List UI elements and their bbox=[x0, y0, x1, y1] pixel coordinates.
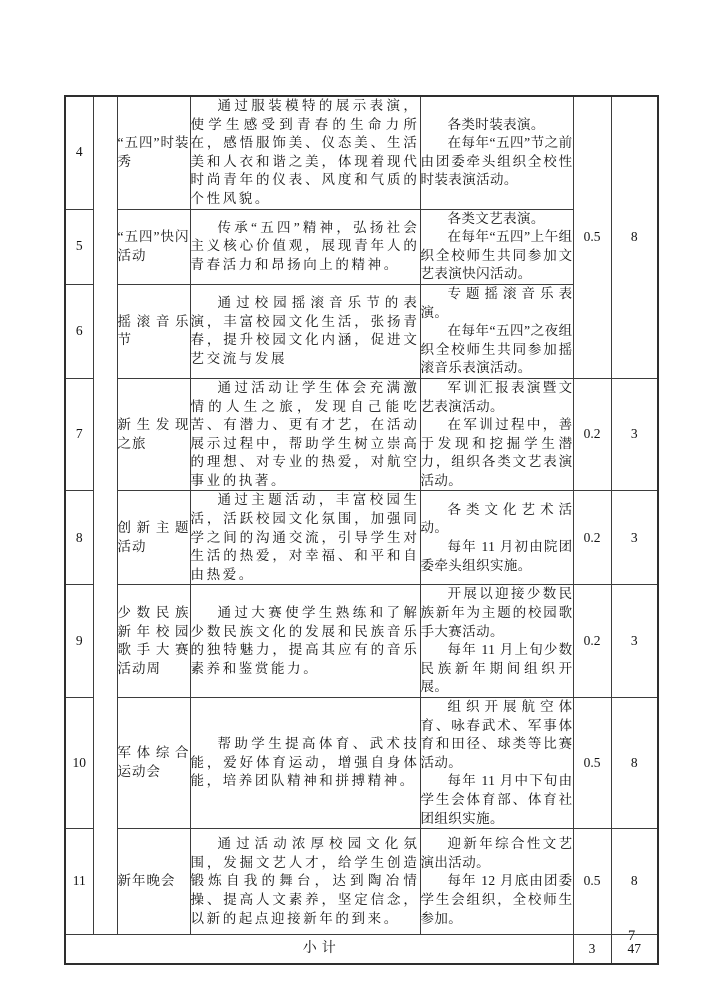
description-text: 通过大赛使学生熟练和了解少数民族文化的发展和民族音乐的独特魅力，提高其应有的音乐素养和鉴赏能力。 bbox=[190, 605, 420, 676]
table-row bbox=[65, 698, 658, 829]
note-paragraph: 各类文化艺术活动。 bbox=[420, 501, 573, 536]
description-cell bbox=[190, 209, 420, 284]
note-paragraph: 在每年“五四”上午组织全校师生共同参加文艺表演快闪活动。 bbox=[420, 229, 573, 282]
notes-cell bbox=[420, 491, 573, 585]
category-cell bbox=[93, 96, 117, 935]
activities-table bbox=[64, 95, 659, 965]
activity-name-cell: 军体综合运动会 bbox=[117, 698, 190, 829]
row-number-cell: 9 bbox=[65, 585, 93, 698]
notes-cell bbox=[420, 698, 573, 829]
activity-name-cell: 摇滚音乐节 bbox=[117, 284, 190, 378]
note-paragraph: 各类时装表演。 bbox=[447, 116, 545, 132]
activity-name-cell: 创新主题活动 bbox=[117, 491, 190, 585]
hours-cell: 8 bbox=[611, 96, 658, 378]
description-cell bbox=[190, 378, 420, 491]
page-number: 7 bbox=[628, 928, 636, 944]
score-cell: 0.2 bbox=[573, 585, 611, 698]
activity-name-cell: “五四”快闪活动 bbox=[117, 209, 190, 284]
hours-cell: 8 bbox=[611, 829, 658, 935]
note-paragraph: 每年 11 月上旬少数民族新年期间组织开展。 bbox=[420, 642, 573, 695]
description-text: 通过服装模特的展示表演，使学生感受到青春的生命力所在，感悟服饰美、仪态美、生活美和人衣和谐之美，体现着现代时尚青年的仪表、风度和气质的个性风貌。 bbox=[190, 98, 420, 206]
row-number-cell: 7 bbox=[65, 378, 93, 491]
note-paragraph: 专题摇滚音乐表演。 bbox=[420, 285, 573, 320]
description-text: 通过主题活动，丰富校园生活，活跃校园文化氛围，加强同学之间的沟通交流，引导学生对生活的热爱，对幸福、和平和自由热爱。 bbox=[190, 492, 420, 582]
notes-cell bbox=[420, 829, 573, 935]
row-number-cell: 5 bbox=[65, 209, 93, 284]
note-paragraph: 每年 11 月中下旬由学生会体育部、体育社团组织实施。 bbox=[420, 773, 573, 826]
notes-cell bbox=[420, 96, 573, 209]
description-text: 帮助学生提高体育、武术技能，爱好体育运动，增强自身体能，培养团队精神和拼搏精神。 bbox=[190, 736, 420, 789]
table-row bbox=[65, 209, 658, 284]
activity-name-cell: 少数民族新年校园歌手大赛活动周 bbox=[117, 585, 190, 698]
note-paragraph: 每年 12 月底由团委学生会组织，全校师生参加。 bbox=[420, 873, 573, 926]
activity-name-cell: 新生发现之旅 bbox=[117, 378, 190, 491]
description-cell bbox=[190, 96, 420, 209]
note-paragraph: 迎新年综合性文艺演出活动。 bbox=[420, 836, 573, 870]
notes-cell bbox=[420, 585, 573, 698]
subtotal-score-cell: 3 bbox=[573, 935, 611, 964]
score-cell: 0.2 bbox=[573, 491, 611, 585]
row-number-cell: 11 bbox=[65, 829, 93, 935]
table-row bbox=[65, 378, 658, 491]
score-cell: 0.2 bbox=[573, 378, 611, 491]
notes-cell bbox=[420, 378, 573, 491]
subtotal-row bbox=[65, 935, 658, 964]
note-paragraph: 在每年“五四”之夜组织全校师生共同参加摇滚音乐表演活动。 bbox=[420, 323, 573, 376]
description-cell bbox=[190, 829, 420, 935]
table-row bbox=[65, 585, 658, 698]
row-number-cell: 6 bbox=[65, 284, 93, 378]
description-text: 通过活动浓厚校园文化氛围，发掘文艺人才，给学生创造锻炼自我的舞台，达到陶冶情操、提高人文素养，坚定信念，以新的起点迎接新年的到来。 bbox=[190, 836, 420, 926]
note-paragraph: 在每年“五四”节之前由团委牵头组织全校性时装表演活动。 bbox=[420, 135, 573, 188]
note-paragraph: 每年 11 月初由院团委牵头组织实施。 bbox=[420, 538, 573, 573]
score-cell: 0.5 bbox=[573, 829, 611, 935]
activity-name-cell: “五四”时装秀 bbox=[117, 96, 190, 209]
row-number-cell: 10 bbox=[65, 698, 93, 829]
row-number-cell: 4 bbox=[65, 96, 93, 209]
table-row bbox=[65, 284, 658, 378]
table-row bbox=[65, 491, 658, 585]
activity-name-cell: 新年晚会 bbox=[117, 829, 190, 935]
description-text: 通过校园摇滚音乐节的表演，丰富校园文化生活，张扬青春，提升校园文化内涵，促进文艺交流与发展 bbox=[190, 295, 420, 367]
score-cell: 0.5 bbox=[573, 96, 611, 378]
table-row bbox=[65, 96, 658, 209]
score-cell: 0.5 bbox=[573, 698, 611, 829]
hours-cell: 3 bbox=[611, 378, 658, 491]
hours-cell: 3 bbox=[611, 585, 658, 698]
hours-cell: 3 bbox=[611, 491, 658, 585]
note-paragraph: 军训汇报表演暨文艺表演活动。 bbox=[420, 379, 573, 414]
description-text: 通过活动让学生体会充满激情的人生之旅，发现自己能吃苦、有潜力、更有才艺，在活动展示过程中，帮助学生树立崇高的理想、对专业的热爱，对航空事业的执著。 bbox=[190, 379, 420, 488]
subtotal-hours-cell: 47 bbox=[611, 935, 658, 964]
note-paragraph: 组织开展航空体育、咏春武术、军事体育和田径、球类等比赛活动。 bbox=[420, 699, 573, 770]
notes-cell bbox=[420, 209, 573, 284]
description-cell bbox=[190, 585, 420, 698]
description-cell bbox=[190, 491, 420, 585]
hours-cell: 8 bbox=[611, 698, 658, 829]
table-row bbox=[65, 829, 658, 935]
description-text: 传承“五四”精神，弘扬社会主义核心价值观，展现青年人的青春活力和昂扬向上的精神。 bbox=[190, 219, 420, 273]
note-paragraph: 开展以迎接少数民族新年为主题的校园歌手大赛活动。 bbox=[420, 586, 573, 639]
note-paragraph: 在军训过程中，善于发现和挖掘学生潜力，组织各类文艺表演活动。 bbox=[420, 417, 573, 488]
description-cell bbox=[190, 698, 420, 829]
note-paragraph: 各类文艺表演。 bbox=[447, 210, 545, 226]
description-cell bbox=[190, 284, 420, 378]
row-number-cell: 8 bbox=[65, 491, 93, 585]
subtotal-label-cell: 小计 bbox=[65, 935, 573, 964]
notes-cell bbox=[420, 284, 573, 378]
